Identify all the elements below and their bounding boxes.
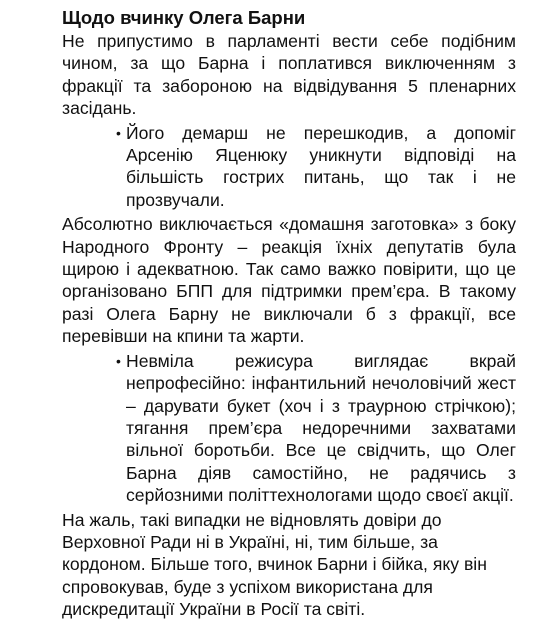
paragraph: Не припустимо в парламенті вести себе подібним чином, за що Барна і поплатився виключенням з фракції та забороною на відвідування 5 пленарних засідань.: [62, 31, 516, 119]
bullet-text: Невміла режисура виглядає вкрай непрофесійно: інфантильний нечоловічий жест – дарувати букет (хоч і з траурною стрічкою); тягання прем’єра недоречними захватами вільної боротьби. Все це свідчить, що Олег Барна діяв самостійно, не радячись з серйозними політтехнологами щодо своєї акції.: [126, 350, 516, 506]
bullet-item: [116, 122, 516, 212]
paragraph: На жаль, такі випадки не відновлять довіри до Верховної Ради ні в Україні, ні, тим більше, за кордоном. Більше того, вчинок Барни і бійка, яку він спровокував, буде з успіхом використана для дискредитації України в Росії та світі.: [62, 509, 487, 620]
bullet-icon: •: [116, 352, 121, 369]
bullet-icon: •: [116, 124, 121, 141]
paragraph: Абсолютно виключається «домашня заготовка» з боку Народного Фронту – реакція їхніх депутатів була щирою і адекватною. Так само важко повірити, що це організовано БПП для підтримки прем’єра. В такому разі Олега Барну не виключали б з фракції, все перевівши на кпини та жарти.: [62, 214, 516, 347]
bullet-item: [116, 350, 516, 507]
section-heading: Щодо вчинку Олега Барни: [62, 7, 306, 28]
bullet-text: Його демарш не перешкодив, а допоміг Арсенію Яценюку уникнути відповіді на більшість гострих питань, що так і не прозвучали.: [126, 122, 516, 210]
